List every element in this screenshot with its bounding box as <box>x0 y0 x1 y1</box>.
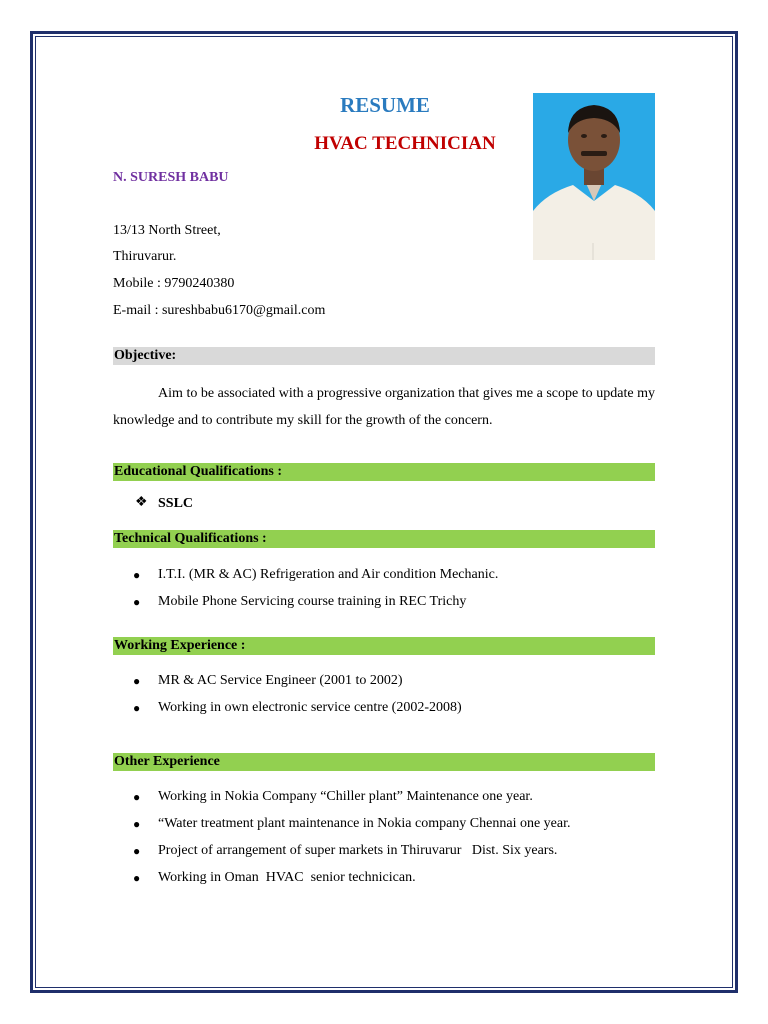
portrait-photo <box>533 93 655 260</box>
work-item: MR & AC Service Engineer (2001 to 2002) <box>158 673 403 688</box>
bullet-icon: ● <box>133 674 141 688</box>
resume-title: RESUME <box>340 93 430 117</box>
technical-item: Mobile Phone Servicing course training in REC Trichy <box>158 594 467 609</box>
diamond-bullet-icon: ❖ <box>135 495 148 510</box>
other-item: “Water treatment plant maintenance in Nokia company Chennai one year. <box>158 816 571 831</box>
bullet-icon: ● <box>133 595 141 609</box>
job-role-title: HVAC TECHNICIAN <box>314 133 496 154</box>
other-item: Project of arrangement of super markets in Thiruvarur Dist. Six years. <box>158 843 558 858</box>
technical-heading: Technical Qualifications : <box>113 530 655 548</box>
address-line-1: 13/13 North Street, <box>113 223 221 238</box>
mobile-number: Mobile : 9790240380 <box>113 276 235 291</box>
bullet-icon: ● <box>133 871 141 885</box>
objective-text: Aim to be associated with a progressive organization that gives me a scope to update my knowledge and to contribute my skill for the growth of the concern. <box>113 386 655 428</box>
bullet-icon: ● <box>133 817 141 831</box>
bullet-icon: ● <box>133 568 141 582</box>
email-address: E-mail : sureshbabu6170@gmail.com <box>113 303 326 318</box>
bullet-icon: ● <box>133 701 141 715</box>
other-heading: Other Experience <box>113 753 655 771</box>
portrait-photo-icon <box>533 93 655 260</box>
other-item: Working in Nokia Company “Chiller plant” Maintenance one year. <box>158 789 533 804</box>
work-heading: Working Experience : <box>113 637 655 655</box>
bullet-icon: ● <box>133 844 141 858</box>
work-item: Working in own electronic service centre (2002-2008) <box>158 700 462 715</box>
bullet-icon: ● <box>133 790 141 804</box>
objective-heading: Objective: <box>113 347 655 365</box>
candidate-name: N. SURESH BABU <box>113 170 229 185</box>
address-line-2: Thiruvarur. <box>113 249 177 264</box>
technical-item: I.T.I. (MR & AC) Refrigeration and Air condition Mechanic. <box>158 567 499 582</box>
education-item: SSLC <box>158 496 194 511</box>
other-item: Working in Oman HVAC senior technicican. <box>158 870 416 885</box>
education-heading: Educational Qualifications : <box>113 463 655 481</box>
